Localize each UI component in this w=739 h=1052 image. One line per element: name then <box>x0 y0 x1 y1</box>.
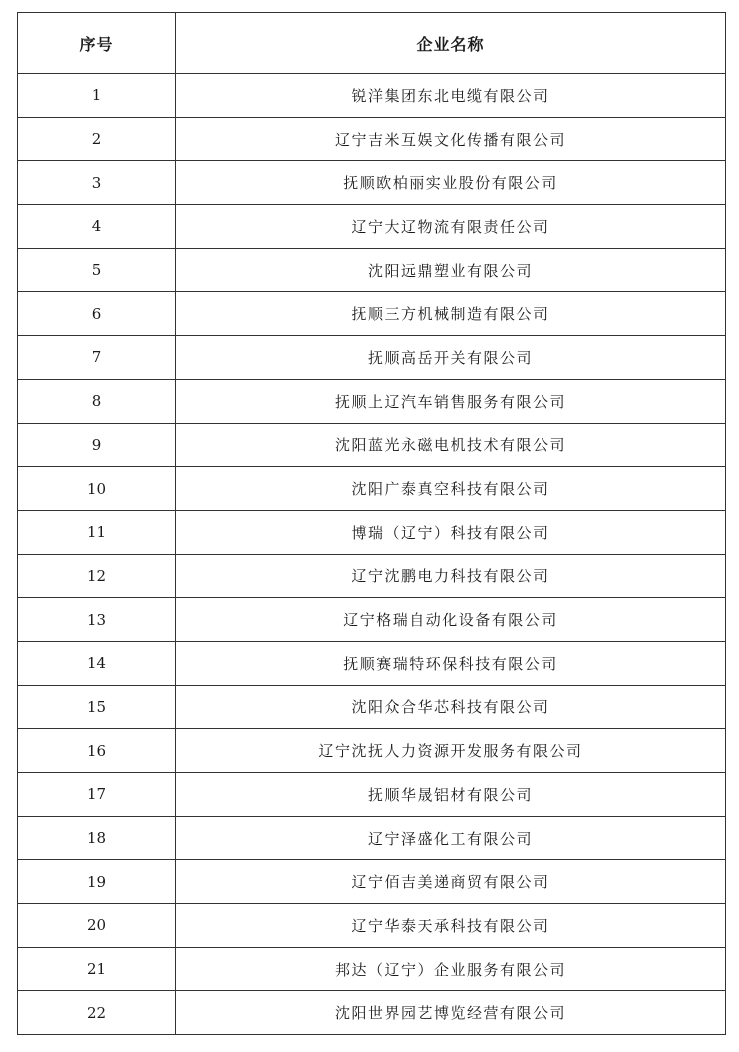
company-name-cell: 辽宁华泰天承科技有限公司 <box>176 904 726 948</box>
table-row <box>18 423 726 467</box>
row-index-cell: 16 <box>18 729 176 773</box>
company-name-cell: 辽宁沈抚人力资源开发服务有限公司 <box>176 729 726 773</box>
company-list-table <box>17 12 726 1035</box>
column-header-name: 企业名称 <box>176 13 726 74</box>
company-name-cell: 辽宁吉米互娱文化传播有限公司 <box>176 117 726 161</box>
table-row <box>18 773 726 817</box>
company-name-cell: 锐洋集团东北电缆有限公司 <box>176 74 726 118</box>
row-index-cell: 20 <box>18 904 176 948</box>
table-row <box>18 947 726 991</box>
table-row <box>18 904 726 948</box>
row-index-cell: 17 <box>18 773 176 817</box>
row-index-cell: 1 <box>18 74 176 118</box>
row-index-cell: 2 <box>18 117 176 161</box>
row-index-cell: 11 <box>18 510 176 554</box>
table-row <box>18 74 726 118</box>
table-row <box>18 292 726 336</box>
table-row <box>18 379 726 423</box>
company-name-cell: 沈阳蓝光永磁电机技术有限公司 <box>176 423 726 467</box>
table-row <box>18 248 726 292</box>
table-row <box>18 336 726 380</box>
row-index-cell: 3 <box>18 161 176 205</box>
column-header-index: 序号 <box>18 13 176 74</box>
table-row <box>18 205 726 249</box>
row-index-cell: 14 <box>18 641 176 685</box>
table-row <box>18 554 726 598</box>
row-index-cell: 6 <box>18 292 176 336</box>
company-name-cell: 抚顺华晟铝材有限公司 <box>176 773 726 817</box>
table-header <box>18 13 726 74</box>
table-row <box>18 685 726 729</box>
company-name-cell: 沈阳广泰真空科技有限公司 <box>176 467 726 511</box>
row-index-cell: 7 <box>18 336 176 380</box>
table-row <box>18 729 726 773</box>
table-row <box>18 117 726 161</box>
company-name-cell: 抚顺欧柏丽实业股份有限公司 <box>176 161 726 205</box>
company-name-cell: 沈阳世界园艺博览经营有限公司 <box>176 991 726 1035</box>
company-name-cell: 沈阳众合华芯科技有限公司 <box>176 685 726 729</box>
table-row <box>18 598 726 642</box>
row-index-cell: 5 <box>18 248 176 292</box>
company-name-cell: 邦达（辽宁）企业服务有限公司 <box>176 947 726 991</box>
table-row <box>18 467 726 511</box>
table-body <box>18 74 726 1035</box>
row-index-cell: 18 <box>18 816 176 860</box>
table-row <box>18 161 726 205</box>
table-row <box>18 860 726 904</box>
row-index-cell: 8 <box>18 379 176 423</box>
company-name-cell: 辽宁沈鹏电力科技有限公司 <box>176 554 726 598</box>
company-name-cell: 抚顺三方机械制造有限公司 <box>176 292 726 336</box>
company-name-cell: 辽宁大辽物流有限责任公司 <box>176 205 726 249</box>
company-name-cell: 抚顺高岳开关有限公司 <box>176 336 726 380</box>
company-name-cell: 抚顺上辽汽车销售服务有限公司 <box>176 379 726 423</box>
company-name-cell: 博瑞（辽宁）科技有限公司 <box>176 510 726 554</box>
row-index-cell: 22 <box>18 991 176 1035</box>
table-row <box>18 510 726 554</box>
row-index-cell: 12 <box>18 554 176 598</box>
table-row <box>18 641 726 685</box>
company-name-cell: 辽宁泽盛化工有限公司 <box>176 816 726 860</box>
row-index-cell: 13 <box>18 598 176 642</box>
company-name-cell: 沈阳远鼎塑业有限公司 <box>176 248 726 292</box>
company-name-cell: 辽宁格瑞自动化设备有限公司 <box>176 598 726 642</box>
table-row <box>18 816 726 860</box>
table-row <box>18 991 726 1035</box>
company-name-cell: 抚顺赛瑞特环保科技有限公司 <box>176 641 726 685</box>
row-index-cell: 10 <box>18 467 176 511</box>
row-index-cell: 15 <box>18 685 176 729</box>
company-name-cell: 辽宁佰吉美递商贸有限公司 <box>176 860 726 904</box>
row-index-cell: 21 <box>18 947 176 991</box>
row-index-cell: 4 <box>18 205 176 249</box>
header-row <box>18 13 726 74</box>
row-index-cell: 19 <box>18 860 176 904</box>
row-index-cell: 9 <box>18 423 176 467</box>
